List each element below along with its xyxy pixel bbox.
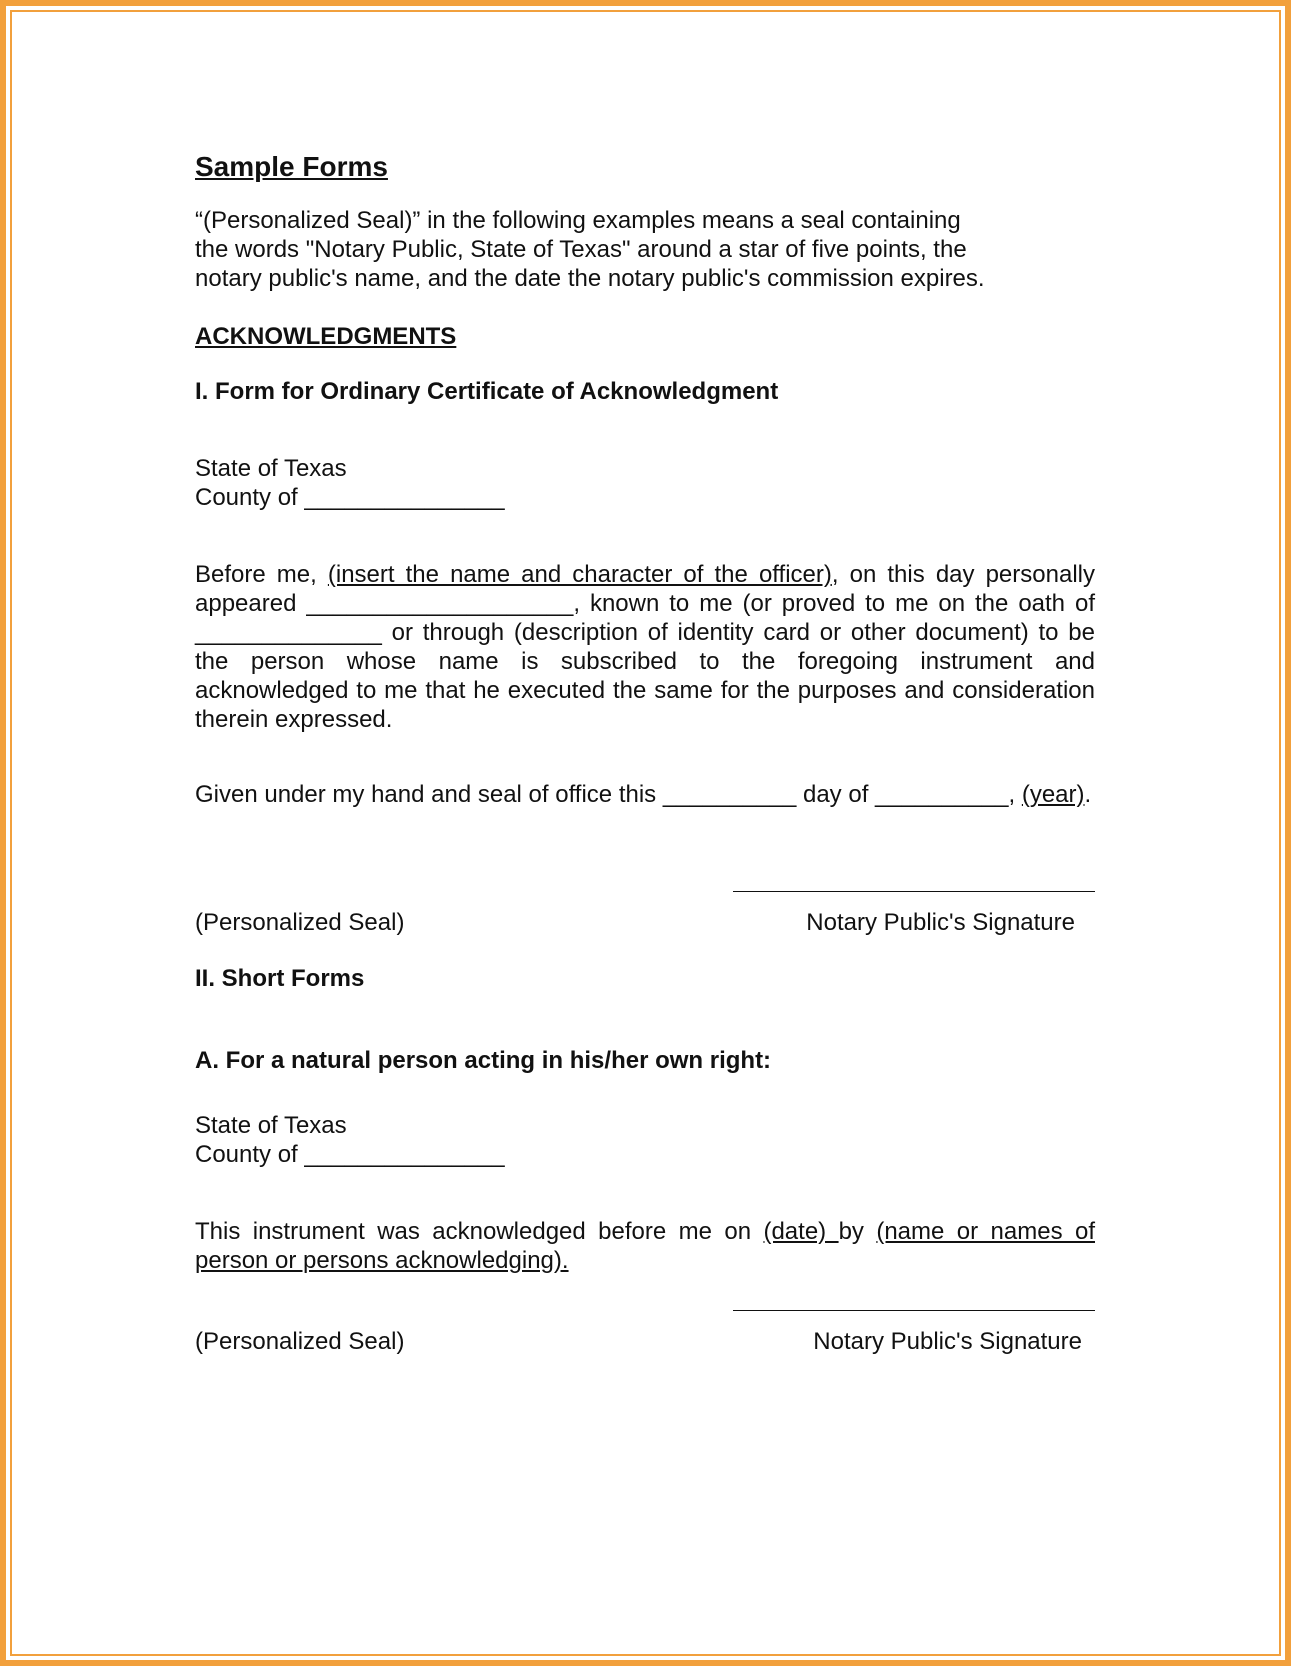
form2-signature-label: Notary Public's Signature (813, 1328, 1082, 1355)
form1-given (195, 780, 1095, 809)
form2-body-by: by (838, 1218, 877, 1245)
form1-body-before: Before me, (195, 561, 328, 588)
form1-county: County of _______________ (195, 484, 505, 511)
form2-seal-label: (Personalized Seal) (195, 1328, 405, 1355)
form2-body-before: This instrument was acknowledged before me on (195, 1218, 764, 1245)
form2-heading: A. For a natural person acting in his/her own right: (195, 1047, 772, 1074)
form1-state: State of Texas (195, 455, 347, 482)
form1-heading: I. Form for Ordinary Certificate of Acknowledgment (195, 378, 779, 405)
form2-body-date: (date) (763, 1218, 839, 1245)
acknowledgments-heading: ACKNOWLEDGMENTS (195, 323, 457, 350)
form1-body (195, 560, 1095, 734)
form2-signature-row (195, 1298, 1095, 1356)
form1-given-text: Given under my hand and seal of office this __________ day of __________, (195, 781, 1022, 808)
document-title: Sample Forms (195, 151, 388, 182)
form1-signature-label: Notary Public's Signature (806, 909, 1075, 936)
form2-venue (195, 1111, 1095, 1169)
intro-paragraph: “(Personalized Seal)” in the following examples means a seal containing the words "Notary Public, State of Texas" around a star of five points, the notary public's name, and the date the notary public's commission expires. (195, 207, 985, 292)
short-forms-heading: II. Short Forms (195, 965, 365, 992)
form2-signature-line (733, 1310, 1095, 1311)
form1-venue (195, 454, 1095, 512)
form2-county: County of _______________ (195, 1141, 505, 1168)
form1-seal-label: (Personalized Seal) (195, 909, 405, 936)
form2-body-names: (name or names of person or persons acknowledging). (195, 1218, 1095, 1274)
form1-signature-line (733, 891, 1095, 892)
document-page (195, 150, 1095, 1356)
form1-body-officer: (insert the name and character of the officer) (327, 561, 832, 588)
form1-given-year: (year) (1021, 781, 1085, 808)
form1-body-rest: , on this day personally appeared ____________________, known to me (or proved to me on the oath of ______________ or through (description of identity card or other document) to be the person whose name is subscribed to the foregoing instrument and acknowledged to me that he executed the same for the purposes and consideration therein expressed. (195, 561, 1095, 733)
form1-given-end: . (1084, 781, 1092, 808)
form2-state: State of Texas (195, 1112, 347, 1139)
form1-signature-row (195, 879, 1095, 937)
form2-body (195, 1217, 1095, 1275)
